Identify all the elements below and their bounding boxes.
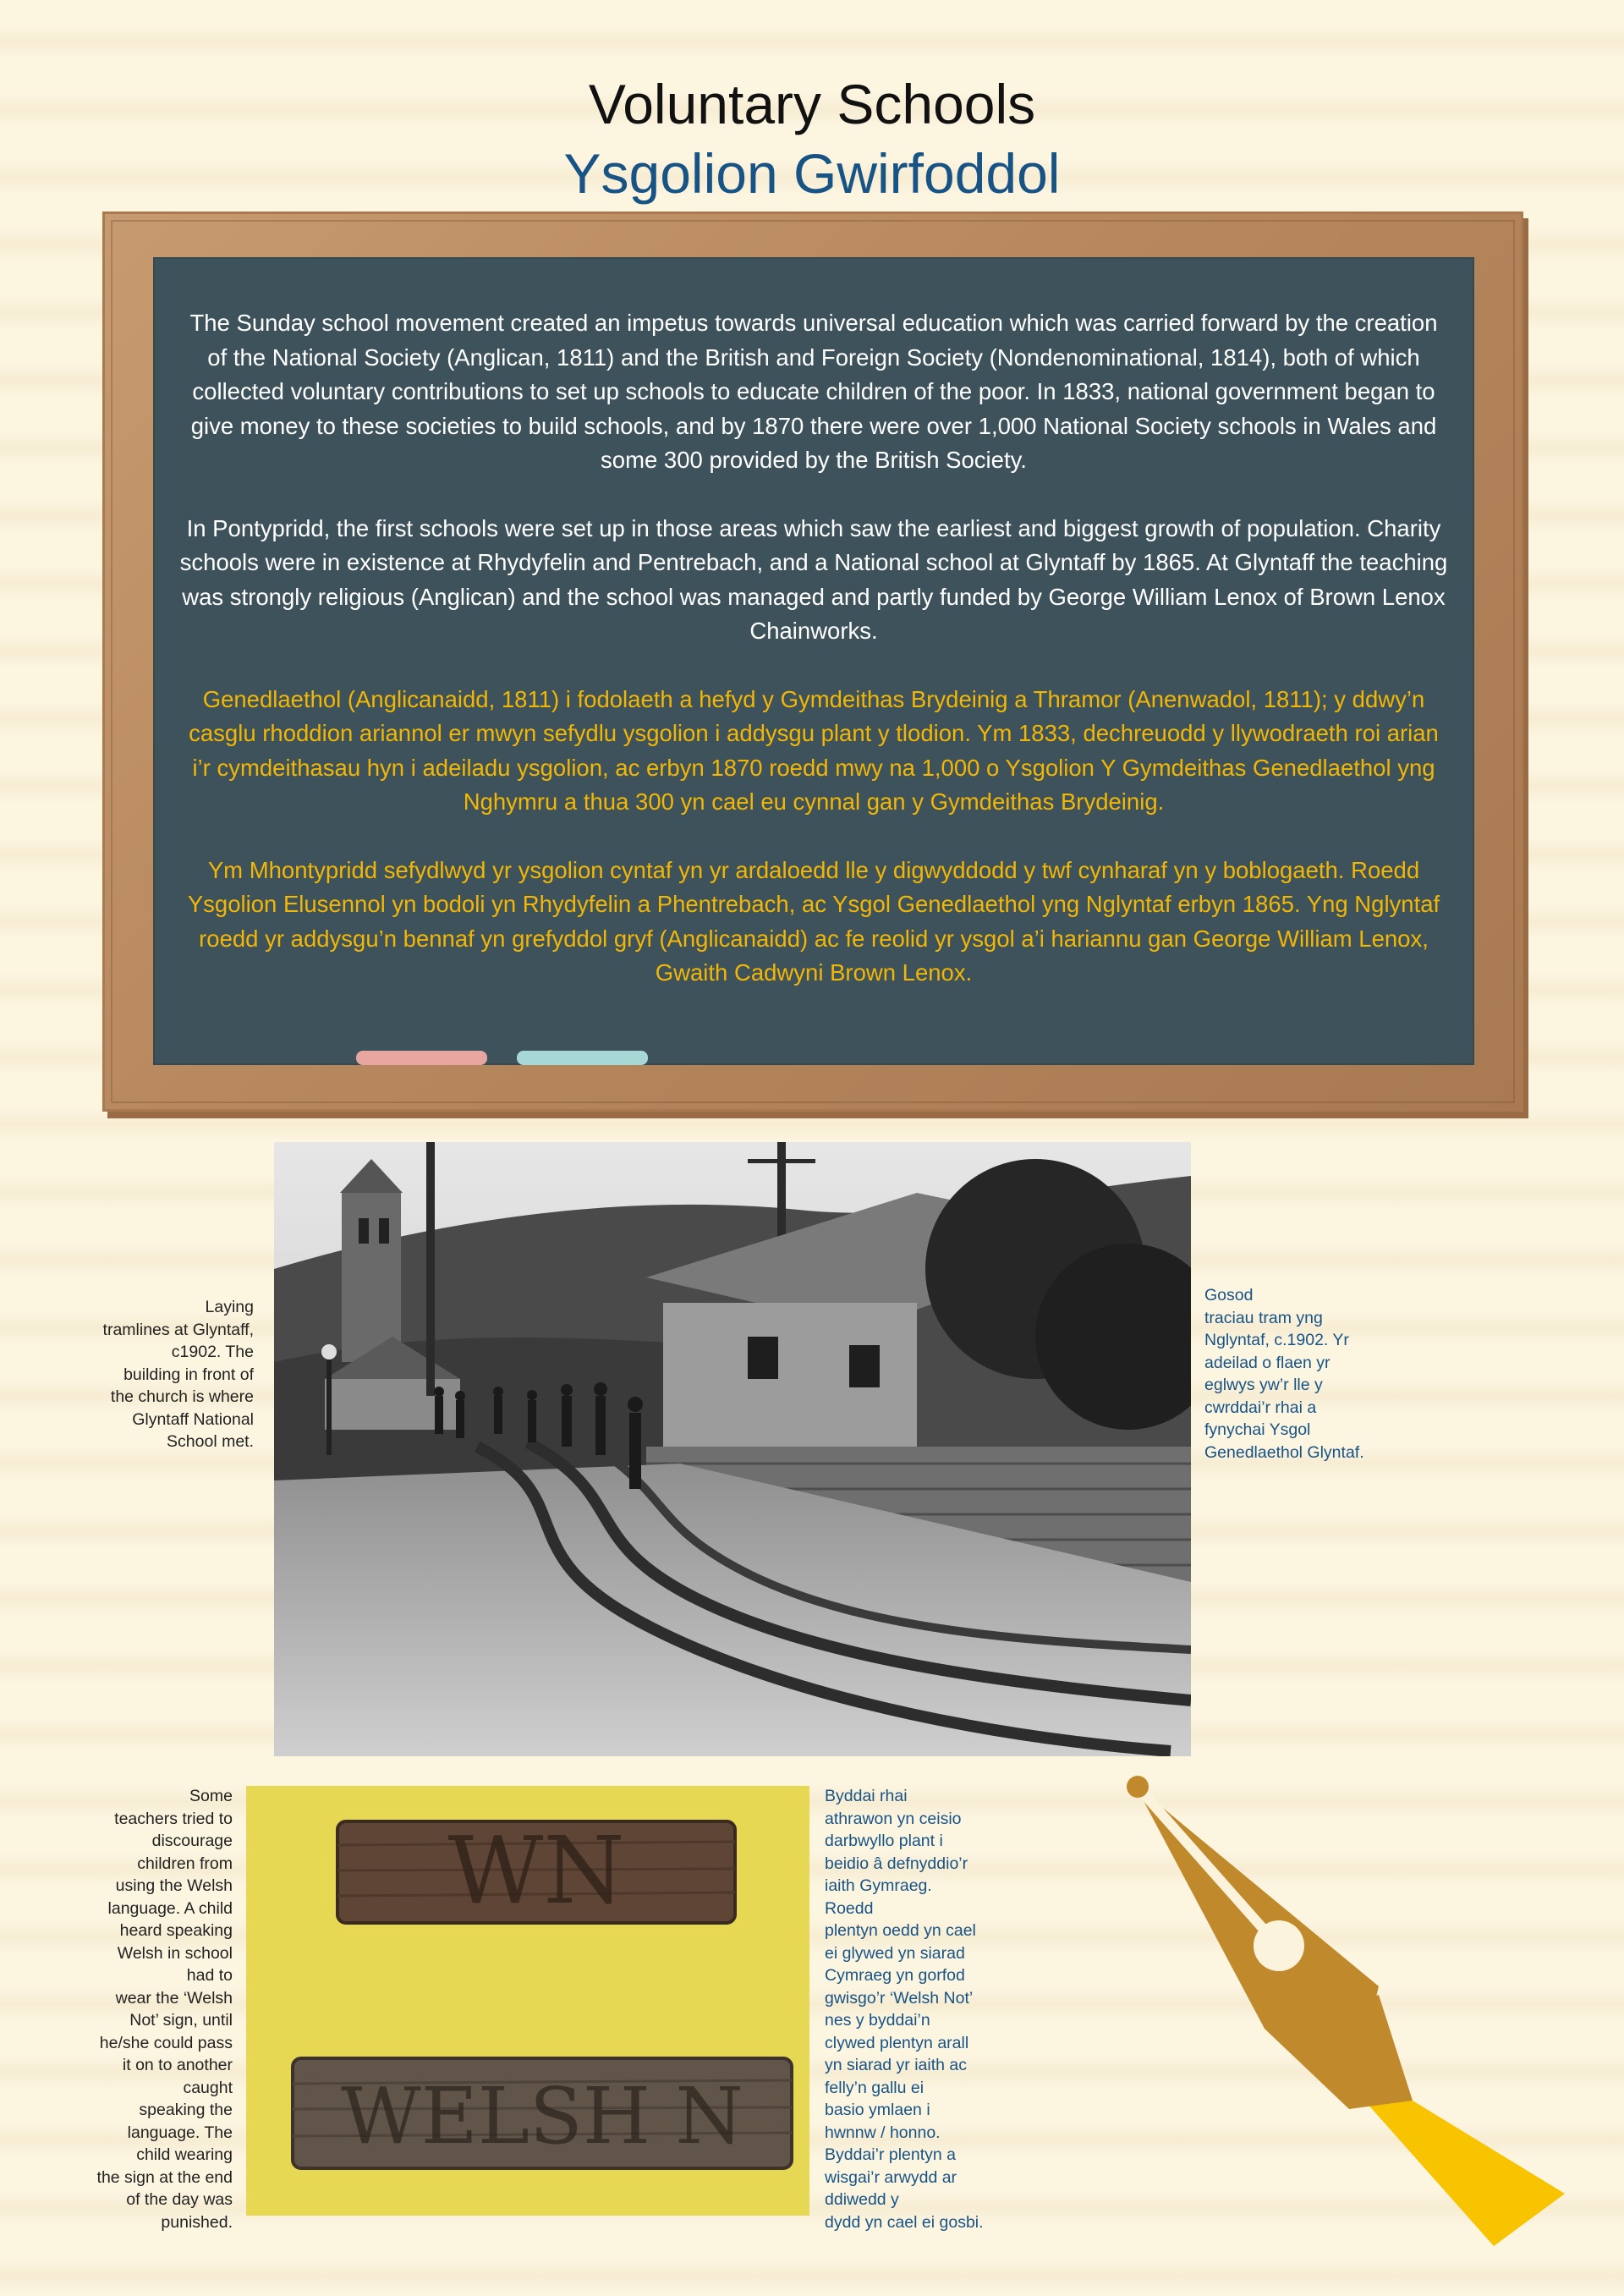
page-title-welsh: Ysgolion Gwirfoddol — [563, 142, 1061, 205]
tramlines-photo-illustration — [274, 1142, 1191, 1756]
welsh-not-bottom-letters: WELSH N — [341, 2071, 743, 2161]
blue-chalk-stick — [517, 1051, 648, 1065]
welsh-not-photo — [246, 1786, 809, 2216]
chalkboard-frame — [102, 211, 1523, 1112]
welsh-paragraph-1: Genedlaethol (Anglicanaidd, 1811) i fodolaeth a hefyd y Gymdeithas Brydeinig a Thramor (Anenwadol, 1811); y ddwy’n casglu rhoddion ariannol er mwyn sefydlu ysgolion i addysgu plant y tlodion. Ym 1833, dechreuodd y llywodraeth roi arian i’r cymdeithasau hyn i adeiladu ysgolion, ac erbyn 1870 roedd mwy na 1,000 o Ysgolion Y Gymdeithas Genedlaethol yng Nghymru a thua 300 yn cael eu cynnal gan y Gymdeithas Brydeinig. — [189, 685, 1439, 815]
tramlines-caption-english: Laying tramlines at Glyntaff, c1902. The building in front of the church is where Glyntaff National School met. — [102, 1298, 254, 1451]
welsh-not-photo-illustration — [246, 1786, 809, 2216]
welsh-not-caption-welsh: Byddai rhai athrawon yn ceisio darbwyllo plant i beidio â defnyddio’r iaith Gymraeg. Roedd plentyn oedd yn cael ei glywed yn siarad Cymraeg yn gorfod gwisgo’r ‘Welsh Not’ nes y byddai’n clywed plentyn arall yn siarad yr iaith ac felly’n gallu ei basio ymlaen i hwnnw / honno. Byddai’r plentyn a wisgai’r arwydd ar ddiwedd y dydd yn cael ei gosbi. — [825, 1787, 984, 2232]
welsh-paragraph-2: Ym Mhontypridd sefydlwyd yr ysgolion cyntaf yn yr ardaloedd lle y digwyddodd y twf cynharaf yn y boblogaeth. Roedd Ysgolion Elusennol yn bodoli yn Rhydyfelin a Phentrebach, ac Ysgol Genedlaethol yng Nglyntaf erbyn 1865. Yng Nglyntaf roedd yr addysgu’n bennaf yn grefyddol gryf (Anglicanaidd) ac fe reolid yr ysgol a’i hariannu gan George William Lenox, Gwaith Cadwyni Brown Lenox. — [187, 856, 1440, 986]
english-paragraph-1: The Sunday school movement created an impetus towards universal education which was carried forward by the creation of the National Society (Anglican, 1811) and the British and Foreign Society (Nondenominational, 1814), both of which collected voluntary contributions to set up schools to educate children of the poor. In 1833, national government began to give money to these societies to build schools, and by 1870 there were over 1,000 National Society schools in Wales and some 300 provided by the British Society. — [189, 310, 1438, 473]
fountain-pen-nib-icon — [1125, 1766, 1582, 2249]
tramlines-caption-welsh: Gosod traciau tram yng Nglyntaf, c.1902. Yr adeilad o flaen yr eglwys yw’r lle y cwrddai’r rhai a fynychai Ysgol Genedlaethol Glyntaf. — [1204, 1286, 1364, 1462]
english-paragraph-2: In Pontypridd, the first schools were set up in those areas which saw the earliest and biggest growth of population. Charity schools were in existence at Rhydyfelin and Pentrebach, and a National school at Glyntaff by 1865. At Glyntaff the teaching was strongly religious (Anglican) and the school was managed and partly funded by George William Lenox of Brown Lenox Chainworks. — [179, 514, 1448, 644]
pink-chalk-stick — [356, 1051, 487, 1065]
tramlines-photo — [274, 1142, 1191, 1756]
chalkboard — [153, 257, 1474, 1065]
page-title-english: Voluntary Schools — [588, 73, 1036, 135]
chalkboard-text — [178, 306, 1449, 1024]
welsh-not-top-letters: WN — [447, 1816, 625, 1925]
welsh-not-caption-english: Some teachers tried to discourage children from using the Welsh language. A child heard speaking Welsh in school had to wear the ‘Welsh Not’ sign, until he/she could pass it on to another caught speaking the language. The child wearing the sign at the end of the day was punished. — [96, 1787, 233, 2232]
